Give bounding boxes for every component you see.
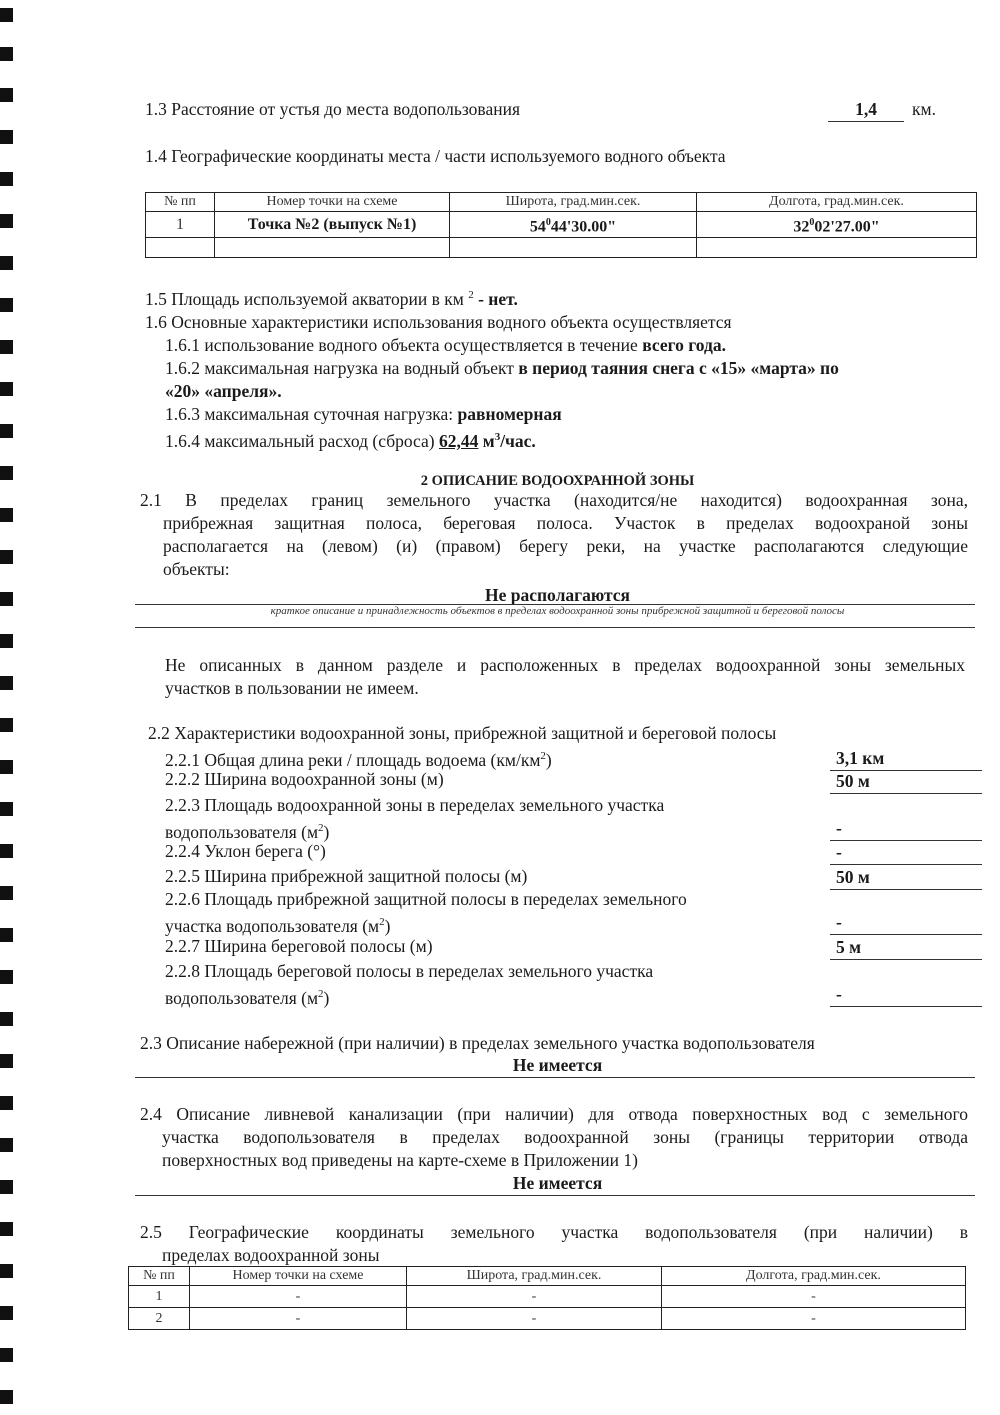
- table-cell: -: [190, 1286, 407, 1308]
- s2-4-answer: Не имеется: [512, 1173, 603, 1193]
- table-header-cell: Долгота, град.мин.сек.: [697, 193, 977, 212]
- s1-6-2: 1.6.2 максимальная нагрузка на водный объект в период таяния снега с «15» «марта» по: [165, 358, 839, 378]
- binding-hole: [0, 466, 13, 480]
- binding-hole: [0, 130, 13, 144]
- binding-hole: [0, 844, 13, 858]
- binding-hole: [0, 550, 13, 564]
- binding-hole: [0, 47, 13, 61]
- binding-hole: [0, 424, 13, 438]
- divider-line: [135, 1195, 975, 1196]
- s1-4-label: 1.4 Географические координаты места / части используемого водного объекта: [145, 146, 726, 166]
- s1-6-4: 1.6.4 максимальный расход (сброса) 62,44 $м^3$/час.: [165, 430, 536, 451]
- binding-hole: [0, 886, 13, 900]
- binding-hole: [0, 298, 13, 312]
- binding-hole: [0, 1264, 13, 1278]
- binding-hole: [0, 592, 13, 606]
- s2-5-paragraph: 2.5 Географические координаты земельного участка водопользователя (при наличии) в пределах водоохранной зоны: [140, 1222, 968, 1265]
- s2-2-1-label: 2.2.1 Общая длина реки / площадь водоема $(км/км^2)$: [165, 749, 552, 770]
- binding-hole: [0, 1390, 13, 1404]
- table-cell: Точка №2 (выпуск №1): [215, 212, 450, 238]
- binding-hole: [0, 1348, 13, 1362]
- binding-hole: [0, 718, 13, 732]
- s2-2-3-label: 2.2.3 Площадь водоохранной зоны в переделах земельного участка водопользователя $(м^2)$: [165, 795, 665, 842]
- table-row: [129, 1286, 966, 1308]
- table-row: [129, 1308, 966, 1330]
- s1-6-heading: 1.6 Основные характеристики использования водного объекта осуществляется: [145, 312, 732, 332]
- s2-1-caption: краткое описание и принадлежность объектов в пределах водоохранной зоны прибрежной защитной и береговой полосы: [270, 605, 845, 617]
- s2-2-4-value: -: [830, 841, 982, 865]
- binding-hole: [0, 8, 13, 22]
- table-cell: -: [190, 1308, 407, 1330]
- table-cell: $54^044'30.00$": [450, 212, 697, 238]
- binding-hole: [0, 634, 13, 648]
- table-cell: 2: [129, 1308, 190, 1330]
- s2-2-6-label: 2.2.6 Площадь прибрежной защитной полосы в переделах земельного участка водопользователя $(м^2)$: [165, 889, 687, 936]
- s1-5-line: 1.5 Площадь используемой акватории в км $^2$ - нет.: [145, 288, 518, 309]
- table-header-cell: Широта, град.мин.сек.: [450, 193, 697, 212]
- binding-hole: [0, 1096, 13, 1110]
- s2-2-3-value: -: [830, 817, 982, 841]
- table-cell: -: [662, 1286, 966, 1308]
- coordinates-table: [145, 192, 977, 258]
- divider-line: [135, 1077, 975, 1078]
- binding-hole: [0, 1054, 13, 1068]
- table-header-cell: № пп: [129, 1267, 190, 1286]
- table-header-cell: Широта, град.мин.сек.: [407, 1267, 662, 1286]
- binding-hole: [0, 1180, 13, 1194]
- binding-hole: [0, 1222, 13, 1236]
- binding-hole: [0, 676, 13, 690]
- table-row: [146, 238, 977, 258]
- s2-1-note: Не описанных в данном разделе и расположенных в пределах водоохранной зоны земельных участков в пользовании не имеем.: [165, 655, 965, 698]
- binding-hole: [0, 1012, 13, 1026]
- binding-hole: [0, 802, 13, 816]
- binding-hole: [0, 508, 13, 522]
- section-2-heading: 2 ОПИСАНИЕ ВОДООХРАННОЙ ЗОНЫ: [420, 473, 695, 489]
- table-header-cell: Номер точки на схеме: [215, 193, 450, 212]
- s2-2-5-value: 50 м: [830, 866, 982, 890]
- binding-hole: [0, 214, 13, 228]
- s1-6-1: 1.6.1 использование водного объекта осуществляется в течение всего года.: [165, 335, 726, 355]
- s2-4-paragraph: 2.4 Описание ливневой канализации (при наличии) для отвода поверхностных вод с земельного участка водопользователя в пределах водоохранной зоны (границы территории отвода поверхностных вод приведены на карте-схеме в Приложении 1): [140, 1104, 968, 1170]
- s2-2-6-value: -: [830, 911, 982, 935]
- s1-3-value: 1,4: [828, 98, 904, 122]
- s1-6-3: 1.6.3 максимальная суточная нагрузка: равномерная: [165, 404, 562, 424]
- s2-2-2-value: 50 м: [830, 770, 982, 794]
- binding-hole: [0, 970, 13, 984]
- table-header-row: [129, 1267, 966, 1286]
- s2-2-4-label: 2.2.4 Уклон берега (°): [165, 841, 326, 861]
- binding-hole: [0, 928, 13, 942]
- s2-1-answer: Не располагаются: [484, 585, 631, 605]
- s2-3-answer: Не имеется: [512, 1055, 603, 1075]
- binding-strip: [0, 0, 16, 1415]
- table-cell: -: [407, 1308, 662, 1330]
- s2-2-8-value: -: [830, 983, 982, 1007]
- table-cell: 1: [146, 212, 215, 238]
- table-cell: 1: [129, 1286, 190, 1308]
- s2-2-7-value: 5 м: [830, 936, 982, 960]
- s1-3-label: 1.3 Расстояние от устья до места водопользования: [145, 99, 521, 119]
- table-header-cell: Долгота, град.мин.сек.: [662, 1267, 966, 1286]
- s2-2-7-label: 2.2.7 Ширина береговой полосы (м): [165, 936, 433, 956]
- divider-line: [135, 627, 975, 628]
- parcel-coordinates-table: [128, 1266, 966, 1330]
- table-header-row: [146, 193, 977, 212]
- s2-1-paragraph: 2.1 В пределах границ земельного участка (находится/не находится) водоохранная зона, прибрежная защитная полоса, береговая полоса. Участок в пределах водоохраной зоны располагается на (левом) (и) (правом) берегу реки, на участке располагаются следующие объекты:: [140, 490, 968, 579]
- s2-2-2-label: 2.2.2 Ширина водоохранной зоны (м): [165, 769, 444, 789]
- binding-hole: [0, 760, 13, 774]
- s2-2-8-label: 2.2.8 Площадь береговой полосы в переделах земельного участка водопользователя $(м^2)$: [165, 961, 654, 1008]
- s2-2-heading: 2.2 Характеристики водоохранной зоны, прибрежной защитной и береговой полосы: [148, 723, 777, 743]
- table-cell: -: [407, 1286, 662, 1308]
- s1-3-unit: км.: [912, 99, 936, 119]
- binding-hole: [0, 382, 13, 396]
- table-header-cell: № пп: [146, 193, 215, 212]
- table-header-cell: Номер точки на схеме: [190, 1267, 407, 1286]
- s2-3-label: 2.3 Описание набережной (при наличии) в пределах земельного участка водопользователя: [140, 1033, 815, 1053]
- table-cell: $32^002'27.00$": [697, 212, 977, 238]
- s1-6-2-cont: «20» «апреля».: [165, 381, 282, 401]
- binding-hole: [0, 172, 13, 186]
- s2-2-1-value: 3,1 км: [830, 747, 982, 771]
- table-row: [146, 212, 977, 238]
- s2-2-5-label: 2.2.5 Ширина прибрежной защитной полосы (м): [165, 866, 528, 886]
- binding-hole: [0, 1138, 13, 1152]
- binding-hole: [0, 256, 13, 270]
- binding-hole: [0, 88, 13, 102]
- binding-hole: [0, 1306, 13, 1320]
- binding-hole: [0, 340, 13, 354]
- table-cell: -: [662, 1308, 966, 1330]
